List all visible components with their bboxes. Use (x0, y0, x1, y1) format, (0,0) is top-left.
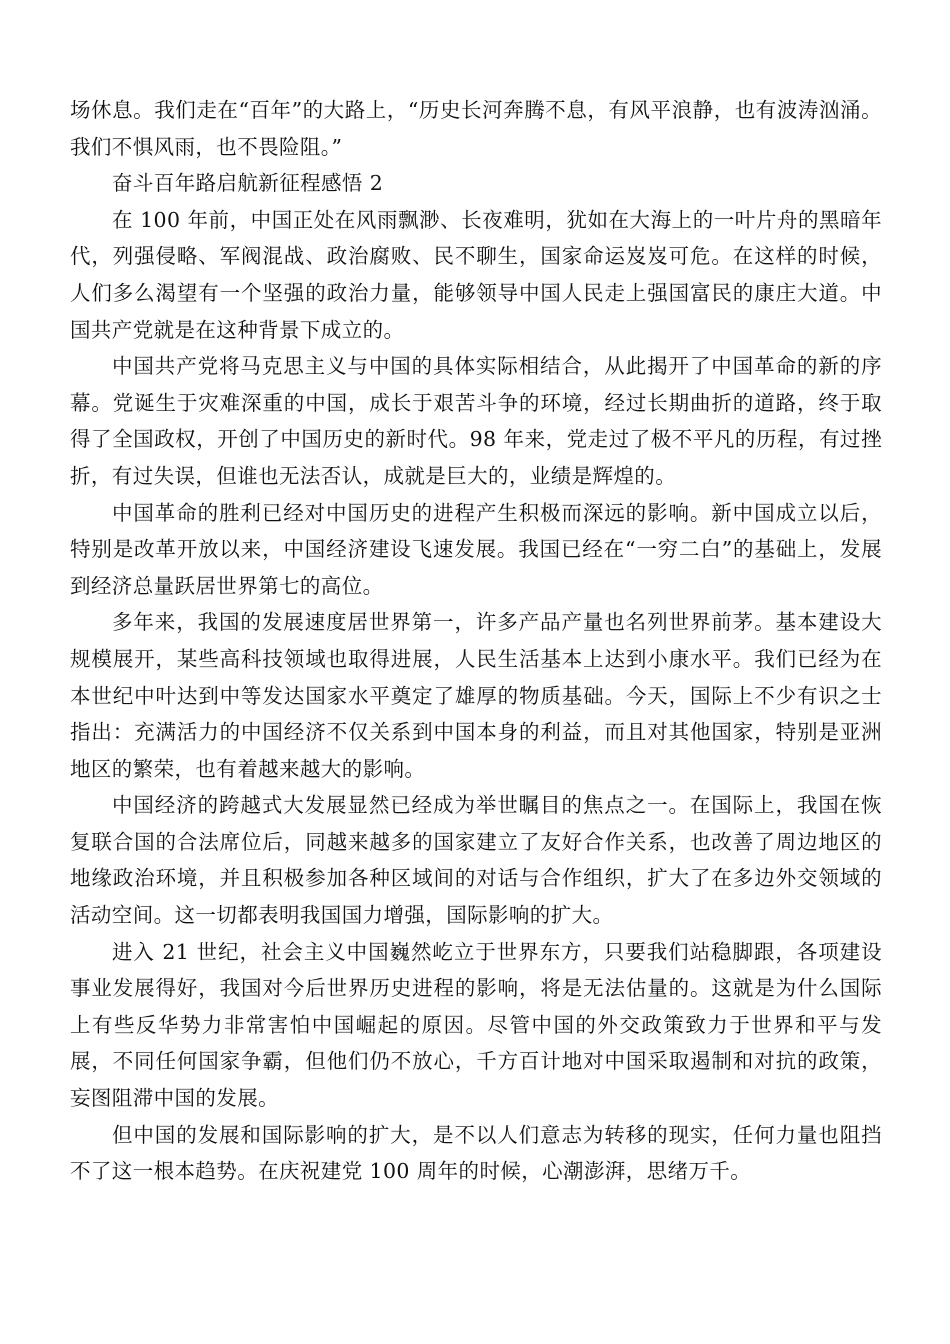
document-page (70, 92, 882, 1190)
body-paragraph: 多年来，我国的发展速度居世界第一，许多产品产量也名列世界前茅。基本建设大规模展开，某些高科技领域也取得进展，人民生活基本上达到小康水平。我们已经为在本世纪中叶达到中等发达国家水平奠定了雄厚的物质基础。今天，国际上不少有识之士指出：充满活力的中国经济不仅关系到中国本身的利益，而且对其他国家，特别是亚洲地区的繁荣，也有着越来越大的影响。 (70, 610, 882, 781)
paragraph-continuation: 场休息。我们走在“百年”的大路上，“历史长河奔腾不息，有风平浪静，也有波涛汹涌。我们不惧风雨，也不畏险阻。” (70, 98, 882, 159)
body-paragraph: 但中国的发展和国际影响的扩大，是不以人们意志为转移的现实，任何力量也阻挡不了这一根本趋势。在庆祝建党 100 周年的时候，心潮澎湃，思绪万千。 (70, 1122, 882, 1184)
body-paragraph: 进入 21 世纪，社会主义中国巍然屹立于世界东方，只要我们站稳脚跟，各项建设事业发展得好，我国对今后世界历史进程的影响，将是无法估量的。这就是为什么国际上有些反华势力非常害怕中国崛起的原因。尽管中国的外交政策致力于世界和平与发展，不同任何国家争霸，但他们仍不放心，千方百计地对中国采取遏制和对抗的政策，妄图阻滞中国的发展。 (70, 939, 882, 1111)
section-heading: 奋斗百年路启航新征程感悟 2 (112, 171, 384, 196)
body-paragraph: 中国革命的胜利已经对中国历史的进程产生积极而深远的影响。新中国成立以后，特别是改革开放以来，中国经济建设飞速发展。我国已经在“一穷二白”的基础上，发展到经济总量跃居世界第七的高位。 (70, 500, 882, 598)
body-paragraph: 中国共产党将马克思主义与中国的具体实际相结合，从此揭开了中国革命的新的序幕。党诞生于灾难深重的中国，成长于艰苦斗争的环境，经过长期曲折的道路，终于取得了全国政权，开创了中国历史的新时代。98 年来，党走过了极不平凡的历程，有过挫折，有过失误，但谁也无法否认，成就是巨大的，业绩是辉煌的。 (70, 354, 882, 488)
body-paragraph: 中国经济的跨越式大发展显然已经成为举世瞩目的焦点之一。在国际上，我国在恢复联合国的合法席位后，同越来越多的国家建立了友好合作关系，也改善了周边地区的地缘政治环境，并且积极参加各种区域间的对话与合作组织，扩大了在多边外交领域的活动空间。这一切都表明我国国力增强，国际影响的扩大。 (70, 793, 882, 928)
body-paragraph: 在 100 年前，中国正处在风雨飘渺、长夜难明，犹如在大海上的一叶片舟的黑暗年代，列强侵略、军阀混战、政治腐败、民不聊生，国家命运岌岌可危。在这样的时候，人们多么渴望有一个坚强的政治力量，能够领导中国人民走上强国富民的康庄大道。中国共产党就是在这种背景下成立的。 (70, 207, 882, 342)
